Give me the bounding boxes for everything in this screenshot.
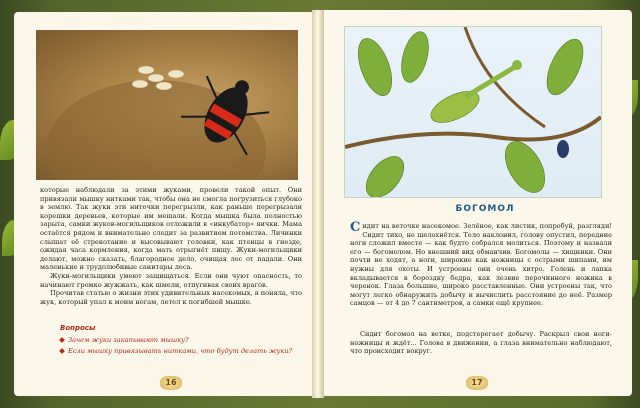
question-text: Зачем жуки закапывают мышку? bbox=[68, 336, 189, 344]
burying-beetle-illustration bbox=[36, 30, 298, 180]
drop-cap: С bbox=[350, 220, 361, 235]
right-paragraph bbox=[350, 222, 612, 308]
left-paragraph: которые наблюдали за этими жуками, провели такой опыт. Они привязали мышку нитками так, чтобы она не смогла погрузиться глубоко в землю. Так жуки эти ниточки перегрызли, как раньше перегрызали корешки деревьев, которые им мешали. Когда мышка была полностью зарыта, самки жуков-могильщиков отложили в «инкубатор» яички. Мама остаётся рядом и внимательно следит за развитием потомства. Личинки слышат её стрекотание и высовывают головки, как птенцы в гнезде, ожидая часа кормления, когда мать отрыгнёт пищу. Жуки-могильщики делают, можно сказать, благородное дело, очищая лес от падали. Они маленькие и трудолюбивые санитары леса. bbox=[40, 186, 302, 272]
beetle-drawing bbox=[36, 30, 298, 180]
right-body-text-2 bbox=[350, 330, 612, 356]
bullet-icon bbox=[59, 348, 65, 354]
question-item bbox=[60, 336, 189, 344]
mantis-illustration bbox=[344, 26, 602, 198]
left-paragraph: Жуки-могильщики умеют защищаться. Если они чуют опасность, то начинают громко жужжать, как шмели, отпугивая своих врагов. bbox=[40, 271, 302, 289]
article-title: БОГОМОЛ bbox=[455, 204, 515, 214]
book-gutter bbox=[312, 10, 324, 398]
mantis-drawing bbox=[345, 27, 601, 197]
page-number-left: 16 bbox=[160, 376, 182, 390]
right-paragraph-text: идит на веточке насекомое. Зелёное, как листик, попробуй, разгляди! Сидит тихо, не шелохнётся. Тело наклонил, голову опустил, передние ноги сложил вместе — как будто собрался молиться. Поэтому и назвали его — богомолом. Но внешний вид обманчив. Богомолы — хищники. Они почти не ходят, а ноги, широкие как ножницы с острыми шипами, им нужны для охоты. И устроены они очень хитро. Голень и лапка вкладывается в бороздку бедра, как лезвие перочинного ножика в черенок. Глаза большие, широко расставленные. Они устроены так, что могут легко обнаружить добычу и вычислить расстояние до неё. Размер самцов — от 4 до 7 сантиметров, а самки ещё крупнее. bbox=[350, 222, 612, 308]
question-item bbox=[60, 347, 292, 355]
questions-heading: Вопросы bbox=[60, 324, 96, 332]
left-paragraph: Прочитав статью о жизни этих удивительных насекомых, я поняла, что жук, который упал к моим ногам, летел к погибшей мышке. bbox=[40, 289, 302, 306]
right-paragraph: Сидит богомол на ветке, подстерегает добычу. Раскрыл свои ноги-ножницы и ждёт... Голова в движении, а глаза внимательно наблюдают, что происходит вокруг. bbox=[350, 330, 612, 356]
bullet-icon bbox=[59, 337, 65, 343]
left-body-text bbox=[40, 186, 302, 306]
question-text: Если мышку привязывать нитками, что будут делать жуки? bbox=[68, 347, 293, 355]
right-body-text bbox=[350, 222, 612, 308]
page-number-right: 17 bbox=[466, 376, 488, 390]
